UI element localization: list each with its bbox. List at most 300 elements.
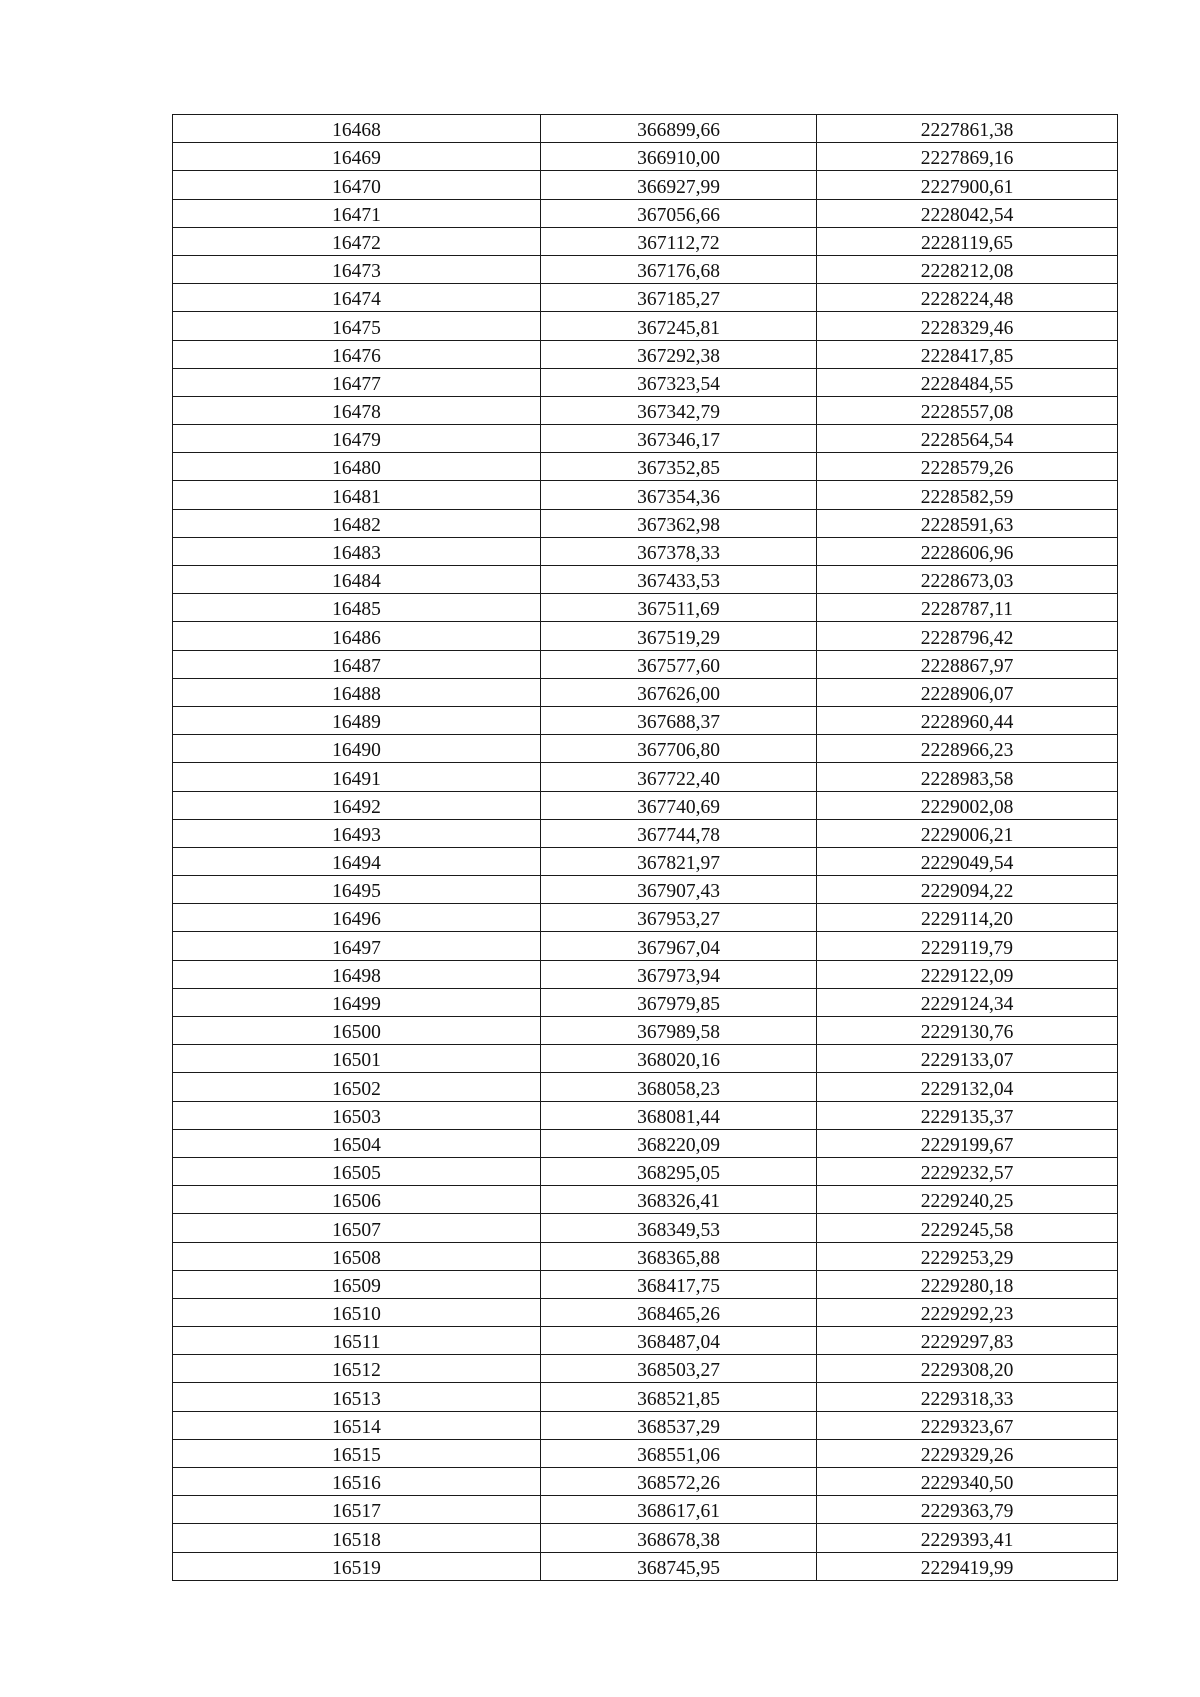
x-coordinate-cell <box>541 678 817 706</box>
table-row <box>173 396 1118 424</box>
point-number-cell <box>173 847 541 875</box>
x-coordinate-cell <box>541 1496 817 1524</box>
cell-text: 368487,04 <box>637 1332 720 1354</box>
cell-text: 368503,27 <box>637 1360 720 1382</box>
x-coordinate-cell <box>541 1101 817 1129</box>
x-coordinate-cell <box>541 425 817 453</box>
x-coordinate-cell <box>541 312 817 340</box>
cell-text: 16514 <box>332 1416 381 1438</box>
cell-text: 366927,99 <box>637 176 720 198</box>
cell-text: 16518 <box>332 1529 381 1551</box>
point-number-cell <box>173 678 541 706</box>
cell-text: 2229240,25 <box>920 1191 1014 1213</box>
table-row <box>173 1186 1118 1214</box>
x-coordinate-cell <box>541 1355 817 1383</box>
point-number-cell <box>173 650 541 678</box>
cell-text: 367907,43 <box>637 881 720 903</box>
cell-text: 367056,66 <box>637 204 720 226</box>
table-row <box>173 1496 1118 1524</box>
cell-text: 16474 <box>332 289 381 311</box>
y-coordinate-cell <box>817 847 1118 875</box>
point-number-cell <box>173 115 541 143</box>
x-coordinate-cell <box>541 340 817 368</box>
point-number-cell <box>173 1468 541 1496</box>
cell-text: 2229132,04 <box>920 1078 1014 1100</box>
cell-text: 367112,72 <box>637 232 720 254</box>
table-row <box>173 481 1118 509</box>
table-row <box>173 340 1118 368</box>
point-number-cell <box>173 453 541 481</box>
coordinates-table <box>172 114 1118 1581</box>
cell-text: 2228582,59 <box>920 486 1014 508</box>
y-coordinate-cell <box>817 481 1118 509</box>
y-coordinate-cell <box>817 340 1118 368</box>
table-row <box>173 1214 1118 1242</box>
cell-text: 16501 <box>332 1050 381 1072</box>
x-coordinate-cell <box>541 396 817 424</box>
cell-text: 16510 <box>332 1304 381 1326</box>
cell-text: 2227900,61 <box>920 176 1014 198</box>
cell-text: 367967,04 <box>637 937 720 959</box>
cell-text: 16483 <box>332 543 381 564</box>
point-number-cell <box>173 1355 541 1383</box>
table-row <box>173 1327 1118 1355</box>
point-number-cell <box>173 1411 541 1439</box>
x-coordinate-cell <box>541 227 817 255</box>
y-coordinate-cell <box>817 678 1118 706</box>
cell-text: 368521,85 <box>637 1388 720 1410</box>
point-number-cell <box>173 396 541 424</box>
cell-text: 16513 <box>332 1388 381 1410</box>
point-number-cell <box>173 199 541 227</box>
table-row <box>173 1017 1118 1045</box>
table-row <box>173 1101 1118 1129</box>
x-coordinate-cell <box>541 735 817 763</box>
y-coordinate-cell <box>817 312 1118 340</box>
table-row <box>173 706 1118 734</box>
cell-text: 368465,26 <box>637 1304 720 1326</box>
y-coordinate-cell <box>817 396 1118 424</box>
x-coordinate-cell <box>541 1186 817 1214</box>
cell-text: 2228966,23 <box>920 740 1014 762</box>
cell-text: 367185,27 <box>637 289 720 311</box>
point-number-cell <box>173 988 541 1016</box>
y-coordinate-cell <box>817 1214 1118 1242</box>
y-coordinate-cell <box>817 819 1118 847</box>
cell-text: 16481 <box>332 486 381 508</box>
table-row <box>173 537 1118 565</box>
table-row <box>173 1045 1118 1073</box>
table-row <box>173 1298 1118 1326</box>
cell-text: 16489 <box>332 712 381 734</box>
y-coordinate-cell <box>817 1524 1118 1552</box>
cell-text: 368417,75 <box>637 1275 720 1297</box>
cell-text: 367176,68 <box>637 261 720 283</box>
x-coordinate-cell <box>541 763 817 791</box>
cell-text: 2228564,54 <box>920 430 1014 452</box>
x-coordinate-cell <box>541 1017 817 1045</box>
y-coordinate-cell <box>817 960 1118 988</box>
cell-text: 16494 <box>332 853 381 875</box>
cell-text: 2229419,99 <box>920 1557 1014 1579</box>
point-number-cell <box>173 876 541 904</box>
y-coordinate-cell <box>817 509 1118 537</box>
cell-text: 16511 <box>332 1332 381 1354</box>
point-number-cell <box>173 932 541 960</box>
cell-text: 2227861,38 <box>920 120 1014 142</box>
x-coordinate-cell <box>541 847 817 875</box>
cell-text: 16480 <box>332 458 381 480</box>
y-coordinate-cell <box>817 255 1118 283</box>
cell-text: 368081,44 <box>637 1106 720 1128</box>
cell-text: 16516 <box>332 1473 381 1495</box>
cell-text: 367352,85 <box>637 458 720 480</box>
table-row <box>173 876 1118 904</box>
x-coordinate-cell <box>541 622 817 650</box>
cell-text: 368551,06 <box>637 1445 720 1466</box>
cell-text: 367346,17 <box>637 430 720 452</box>
point-number-cell <box>173 566 541 594</box>
y-coordinate-cell <box>817 368 1118 396</box>
point-number-cell <box>173 284 541 312</box>
cell-text: 368058,23 <box>637 1078 720 1100</box>
cell-text: 2229393,41 <box>920 1529 1014 1551</box>
cell-text: 16500 <box>332 1022 381 1044</box>
x-coordinate-cell <box>541 143 817 171</box>
cell-text: 367953,27 <box>637 909 720 931</box>
cell-text: 16503 <box>332 1106 381 1128</box>
x-coordinate-cell <box>541 284 817 312</box>
y-coordinate-cell <box>817 735 1118 763</box>
x-coordinate-cell <box>541 1073 817 1101</box>
cell-text: 367821,97 <box>637 853 720 875</box>
x-coordinate-cell <box>541 706 817 734</box>
point-number-cell <box>173 1439 541 1467</box>
cell-text: 16478 <box>332 402 381 424</box>
cell-text: 2228867,97 <box>920 655 1014 677</box>
x-coordinate-cell <box>541 1439 817 1467</box>
cell-text: 368537,29 <box>637 1416 720 1438</box>
cell-text: 368295,05 <box>637 1163 720 1185</box>
table-row <box>173 1270 1118 1298</box>
point-number-cell <box>173 255 541 283</box>
table-row <box>173 594 1118 622</box>
y-coordinate-cell <box>817 453 1118 481</box>
cell-text: 368349,53 <box>637 1219 720 1241</box>
cell-text: 2229199,67 <box>920 1134 1014 1156</box>
table-row <box>173 171 1118 199</box>
table-row <box>173 1157 1118 1185</box>
cell-text: 366910,00 <box>637 148 720 170</box>
y-coordinate-cell <box>817 1017 1118 1045</box>
point-number-cell <box>173 1383 541 1411</box>
table-row <box>173 312 1118 340</box>
cell-text: 367292,38 <box>637 345 720 367</box>
x-coordinate-cell <box>541 650 817 678</box>
table-row <box>173 622 1118 650</box>
cell-text: 16487 <box>332 655 381 677</box>
y-coordinate-cell <box>817 1298 1118 1326</box>
table-row <box>173 1411 1118 1439</box>
y-coordinate-cell <box>817 227 1118 255</box>
x-coordinate-cell <box>541 988 817 1016</box>
cell-text: 2229133,07 <box>920 1050 1014 1072</box>
y-coordinate-cell <box>817 171 1118 199</box>
cell-text: 2229232,57 <box>920 1163 1014 1185</box>
cell-text: 2228906,07 <box>920 683 1014 705</box>
y-coordinate-cell <box>817 1242 1118 1270</box>
cell-text: 2228417,85 <box>920 345 1014 367</box>
y-coordinate-cell <box>817 1073 1118 1101</box>
cell-text: 368365,88 <box>637 1247 720 1269</box>
point-number-cell <box>173 481 541 509</box>
point-number-cell <box>173 1017 541 1045</box>
cell-text: 16502 <box>332 1078 381 1100</box>
point-number-cell <box>173 594 541 622</box>
point-number-cell <box>173 340 541 368</box>
cell-text: 368572,26 <box>637 1473 720 1495</box>
x-coordinate-cell <box>541 1129 817 1157</box>
cell-text: 368617,61 <box>637 1501 720 1523</box>
y-coordinate-cell <box>817 876 1118 904</box>
point-number-cell <box>173 1186 541 1214</box>
point-number-cell <box>173 791 541 819</box>
cell-text: 2229130,76 <box>920 1022 1014 1044</box>
table-row <box>173 650 1118 678</box>
point-number-cell <box>173 509 541 537</box>
point-number-cell <box>173 143 541 171</box>
table-row <box>173 199 1118 227</box>
cell-text: 367323,54 <box>637 373 720 395</box>
cell-text: 367973,94 <box>637 965 720 987</box>
point-number-cell <box>173 1552 541 1580</box>
cell-text: 367744,78 <box>637 824 720 846</box>
point-number-cell <box>173 1524 541 1552</box>
point-number-cell <box>173 1101 541 1129</box>
y-coordinate-cell <box>817 988 1118 1016</box>
cell-text: 367989,58 <box>637 1022 720 1044</box>
cell-text: 16473 <box>332 261 381 283</box>
point-number-cell <box>173 1270 541 1298</box>
table-row <box>173 1439 1118 1467</box>
y-coordinate-cell <box>817 622 1118 650</box>
cell-text: 16491 <box>332 768 381 790</box>
cell-text: 367245,81 <box>637 317 720 339</box>
cell-text: 16493 <box>332 824 381 846</box>
cell-text: 16486 <box>332 627 381 649</box>
table-row <box>173 932 1118 960</box>
point-number-cell <box>173 1045 541 1073</box>
cell-text: 16517 <box>332 1501 381 1523</box>
x-coordinate-cell <box>541 1157 817 1185</box>
cell-text: 367511,69 <box>637 599 720 621</box>
cell-text: 2228591,63 <box>920 514 1014 536</box>
cell-text: 2228329,46 <box>920 317 1014 339</box>
table-row <box>173 735 1118 763</box>
y-coordinate-cell <box>817 706 1118 734</box>
cell-text: 2228579,26 <box>920 458 1014 480</box>
table-row <box>173 115 1118 143</box>
cell-text: 367626,00 <box>637 683 720 705</box>
cell-text: 2229114,20 <box>921 909 1013 931</box>
table-row <box>173 763 1118 791</box>
point-number-cell <box>173 368 541 396</box>
cell-text: 16472 <box>332 232 381 254</box>
x-coordinate-cell <box>541 1411 817 1439</box>
cell-text: 367519,29 <box>637 627 720 649</box>
y-coordinate-cell <box>817 115 1118 143</box>
y-coordinate-cell <box>817 594 1118 622</box>
y-coordinate-cell <box>817 932 1118 960</box>
table-row <box>173 453 1118 481</box>
cell-text: 367354,36 <box>637 486 720 508</box>
cell-text: 16497 <box>332 937 381 959</box>
x-coordinate-cell <box>541 368 817 396</box>
cell-text: 2229280,18 <box>920 1275 1014 1297</box>
cell-text: 16519 <box>332 1557 381 1579</box>
cell-text: 2227869,16 <box>920 148 1014 170</box>
x-coordinate-cell <box>541 537 817 565</box>
point-number-cell <box>173 960 541 988</box>
cell-text: 16477 <box>332 373 381 395</box>
cell-text: 367706,80 <box>637 740 720 762</box>
cell-text: 2228042,54 <box>920 204 1014 226</box>
coordinates-table-body <box>173 115 1118 1581</box>
cell-text: 2228484,55 <box>920 373 1014 395</box>
x-coordinate-cell <box>541 960 817 988</box>
cell-text: 2229318,33 <box>920 1388 1014 1410</box>
cell-text: 16475 <box>332 317 381 339</box>
x-coordinate-cell <box>541 819 817 847</box>
cell-text: 2228796,42 <box>920 627 1014 649</box>
table-row <box>173 284 1118 312</box>
point-number-cell <box>173 227 541 255</box>
cell-text: 2229122,09 <box>920 965 1014 987</box>
table-row <box>173 1242 1118 1270</box>
y-coordinate-cell <box>817 566 1118 594</box>
cell-text: 2229340,50 <box>920 1473 1014 1495</box>
y-coordinate-cell <box>817 1411 1118 1439</box>
cell-text: 2228119,65 <box>921 232 1013 254</box>
table-row <box>173 143 1118 171</box>
cell-text: 2229323,67 <box>920 1416 1014 1438</box>
cell-text: 16507 <box>332 1219 381 1241</box>
y-coordinate-cell <box>817 1439 1118 1467</box>
cell-text: 2229124,34 <box>920 994 1014 1015</box>
x-coordinate-cell <box>541 1468 817 1496</box>
point-number-cell <box>173 819 541 847</box>
y-coordinate-cell <box>817 1045 1118 1073</box>
point-number-cell <box>173 1157 541 1185</box>
table-row <box>173 1524 1118 1552</box>
table-row <box>173 509 1118 537</box>
cell-text: 368326,41 <box>637 1191 720 1213</box>
cell-text: 367577,60 <box>637 655 720 677</box>
cell-text: 367722,40 <box>637 768 720 790</box>
point-number-cell <box>173 904 541 932</box>
cell-text: 368020,16 <box>637 1050 720 1072</box>
cell-text: 2229253,29 <box>920 1247 1014 1269</box>
table-row <box>173 904 1118 932</box>
y-coordinate-cell <box>817 284 1118 312</box>
table-row <box>173 678 1118 706</box>
point-number-cell <box>173 171 541 199</box>
table-row <box>173 960 1118 988</box>
cell-text: 368678,38 <box>637 1529 720 1551</box>
cell-text: 2229329,26 <box>920 1445 1014 1466</box>
point-number-cell <box>173 763 541 791</box>
point-number-cell <box>173 1214 541 1242</box>
cell-text: 2228960,44 <box>920 712 1014 734</box>
point-number-cell <box>173 1327 541 1355</box>
x-coordinate-cell <box>541 481 817 509</box>
x-coordinate-cell <box>541 171 817 199</box>
point-number-cell <box>173 1242 541 1270</box>
table-row <box>173 255 1118 283</box>
x-coordinate-cell <box>541 1298 817 1326</box>
y-coordinate-cell <box>817 537 1118 565</box>
point-number-cell <box>173 706 541 734</box>
x-coordinate-cell <box>541 199 817 227</box>
point-number-cell <box>173 622 541 650</box>
y-coordinate-cell <box>817 1496 1118 1524</box>
cell-text: 16484 <box>332 571 381 593</box>
cell-text: 2229119,79 <box>921 937 1013 959</box>
point-number-cell <box>173 1298 541 1326</box>
cell-text: 16498 <box>332 965 381 987</box>
table-row <box>173 819 1118 847</box>
y-coordinate-cell <box>817 1270 1118 1298</box>
cell-text: 2228557,08 <box>920 402 1014 424</box>
x-coordinate-cell <box>541 453 817 481</box>
cell-text: 366899,66 <box>637 120 720 142</box>
cell-text: 16469 <box>332 148 381 170</box>
cell-text: 2229094,22 <box>920 881 1014 903</box>
y-coordinate-cell <box>817 763 1118 791</box>
x-coordinate-cell <box>541 594 817 622</box>
x-coordinate-cell <box>541 1383 817 1411</box>
y-coordinate-cell <box>817 1552 1118 1580</box>
cell-text: 2229245,58 <box>920 1219 1014 1241</box>
point-number-cell <box>173 1496 541 1524</box>
y-coordinate-cell <box>817 199 1118 227</box>
cell-text: 16490 <box>332 740 381 762</box>
cell-text: 368220,09 <box>637 1134 720 1156</box>
x-coordinate-cell <box>541 1045 817 1073</box>
cell-text: 16512 <box>332 1360 381 1382</box>
cell-text: 2229135,37 <box>920 1106 1014 1128</box>
cell-text: 367740,69 <box>637 796 720 818</box>
cell-text: 16485 <box>332 599 381 621</box>
cell-text: 2228224,48 <box>920 289 1014 311</box>
cell-text: 16471 <box>332 204 381 226</box>
table-row <box>173 1383 1118 1411</box>
cell-text: 16499 <box>332 994 381 1015</box>
cell-text: 16509 <box>332 1275 381 1297</box>
y-coordinate-cell <box>817 1186 1118 1214</box>
table-row <box>173 988 1118 1016</box>
table-row <box>173 1073 1118 1101</box>
cell-text: 16492 <box>332 796 381 818</box>
cell-text: 16479 <box>332 430 381 452</box>
y-coordinate-cell <box>817 1383 1118 1411</box>
cell-text: 16468 <box>332 120 381 142</box>
cell-text: 16504 <box>332 1134 381 1156</box>
cell-text: 2229006,21 <box>920 824 1014 846</box>
table-row <box>173 1129 1118 1157</box>
y-coordinate-cell <box>817 425 1118 453</box>
x-coordinate-cell <box>541 255 817 283</box>
